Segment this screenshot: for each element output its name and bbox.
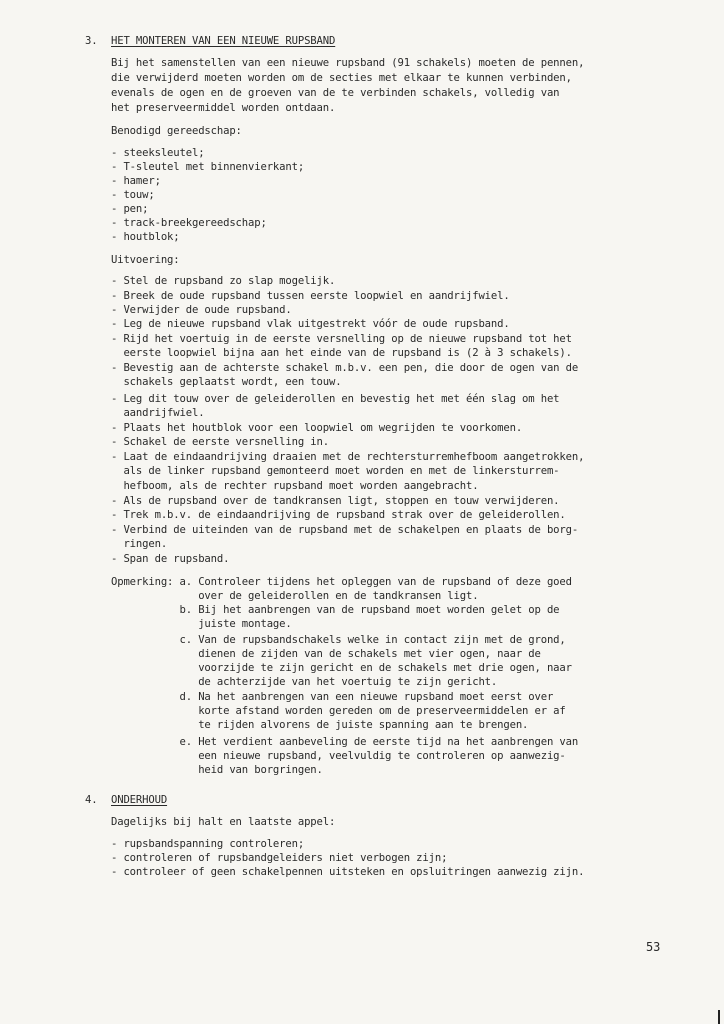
procedure-line: eerste loopwiel bijna aan het einde van de rupsband is (2 à 3 schakels). (111, 347, 572, 359)
procedure-line: als de linker rupsband gemonteerd moet worden en met de linkersturrem- (111, 465, 560, 477)
procedure-line: - Stel de rupsband zo slap mogelijk. (111, 275, 336, 287)
procedure-line: - Plaats het houtblok voor een loopwiel om wegrijden te voorkomen. (111, 422, 523, 434)
procedure-line: - Als de rupsband over de tandkransen ligt, stoppen en touw verwijderen. (111, 495, 560, 507)
remark-line: heid van borgringen. (111, 764, 323, 776)
tool-item: - steeksleutel; (111, 147, 205, 159)
procedure-line: - Rijd het voertuig in de eerste versnelling op de nieuwe rupsband tot het (111, 333, 572, 345)
procedure-line: - Breek de oude rupsband tussen eerste loopwiel en aandrijfwiel. (111, 290, 510, 302)
procedure-line: - Leg dit touw over de geleiderollen en bevestig het met één slag om het (111, 393, 560, 405)
intro-line: die verwijderd moeten worden om de secties met elkaar te kunnen verbinden, (111, 72, 572, 84)
maintenance-item: - controleer of geen schakelpennen uitsteken en opsluitringen aanwezig zijn. (111, 866, 585, 878)
remark-line: b. Bij het aanbrengen van de rupsband moet worden gelet op de (111, 604, 560, 616)
remark-line: c. Van de rupsbandschakels welke in contact zijn met de grond, (111, 634, 566, 646)
procedure-line: - Verwijder de oude rupsband. (111, 304, 292, 316)
procedure-line: hefboom, als de rechter rupsband moet worden aangebracht. (111, 480, 479, 492)
procedure-line: - Bevestig aan de achterste schakel m.b.v. een pen, die door de ogen van de (111, 362, 579, 374)
section-4-title: ONDERHOUD (111, 794, 168, 806)
remark-line: over de geleiderollen en de tandkransen ligt. (111, 590, 479, 602)
tool-item: - touw; (111, 189, 155, 201)
remark-line: dienen de zijden van de schakels met vier ogen, naar de (111, 648, 541, 660)
scan-edge-mark (718, 1010, 720, 1024)
remark-line: e. Het verdient aanbeveling de eerste tijd na het aanbrengen van (111, 736, 579, 748)
intro-line: het preserveermiddel worden ontdaan. (111, 102, 336, 114)
maintenance-item: - rupsbandspanning controleren; (111, 838, 305, 850)
procedure-label: Uitvoering: (111, 254, 180, 266)
intro-line: Bij het samenstellen van een nieuwe rupsband (91 schakels) moeten de pennen, (111, 57, 585, 69)
remark-line: d. Na het aanbrengen van een nieuwe rupsband moet eerst over (111, 691, 554, 703)
tools-label: Benodigd gereedschap: (111, 125, 242, 137)
section-3-number: 3. (85, 35, 98, 47)
procedure-line: schakels geplaatst wordt, een touw. (111, 376, 342, 388)
procedure-line: - Span de rupsband. (111, 553, 230, 565)
procedure-line: - Verbind de uiteinden van de rupsband met de schakelpen en plaats de borg- (111, 524, 579, 536)
procedure-line: - Laat de eindaandrijving draaien met de rechtersturremhefboom aangetrokken, (111, 451, 585, 463)
tool-item: - hamer; (111, 175, 161, 187)
remark-line: de achterzijde van het voertuig te zijn gericht. (111, 676, 498, 688)
maintenance-item: - controleren of rupsbandgeleiders niet verbogen zijn; (111, 852, 448, 864)
procedure-line: - Schakel de eerste versnelling in. (111, 436, 329, 448)
procedure-line: - Leg de nieuwe rupsband vlak uitgestrekt vóór de oude rupsband. (111, 318, 510, 330)
page-number: 53 (646, 940, 661, 954)
remark-line: voorzijde te zijn gericht en de schakels met drie ogen, naar (111, 662, 572, 674)
tool-item: - T-sleutel met binnenvierkant; (111, 161, 305, 173)
tool-item: - pen; (111, 203, 149, 215)
section-3-title: HET MONTEREN VAN EEN NIEUWE RUPSBAND (111, 35, 336, 47)
procedure-line: aandrijfwiel. (111, 407, 205, 419)
procedure-line: ringen. (111, 538, 168, 550)
section-4-number: 4. (85, 794, 98, 806)
intro-line: evenals de ogen en de groeven van de te verbinden schakels, volledig van (111, 87, 560, 99)
remark-line: te rijden alvorens de juiste spanning aan te brengen. (111, 719, 529, 731)
remark-line: een nieuwe rupsband, veelvuldig te controleren op aanwezig- (111, 750, 566, 762)
tool-item: - track-breekgereedschap; (111, 217, 267, 229)
remark-line: juiste montage. (111, 618, 292, 630)
remark-line: Opmerking: a. Controleer tijdens het opleggen van de rupsband of deze goed (111, 576, 572, 588)
tool-item: - houtblok; (111, 231, 180, 243)
remark-line: korte afstand worden gereden om de preserveermiddelen er af (111, 705, 566, 717)
daily-label: Dagelijks bij halt en laatste appel: (111, 816, 336, 828)
procedure-line: - Trek m.b.v. de eindaandrijving de rupsband strak over de geleiderollen. (111, 509, 566, 521)
